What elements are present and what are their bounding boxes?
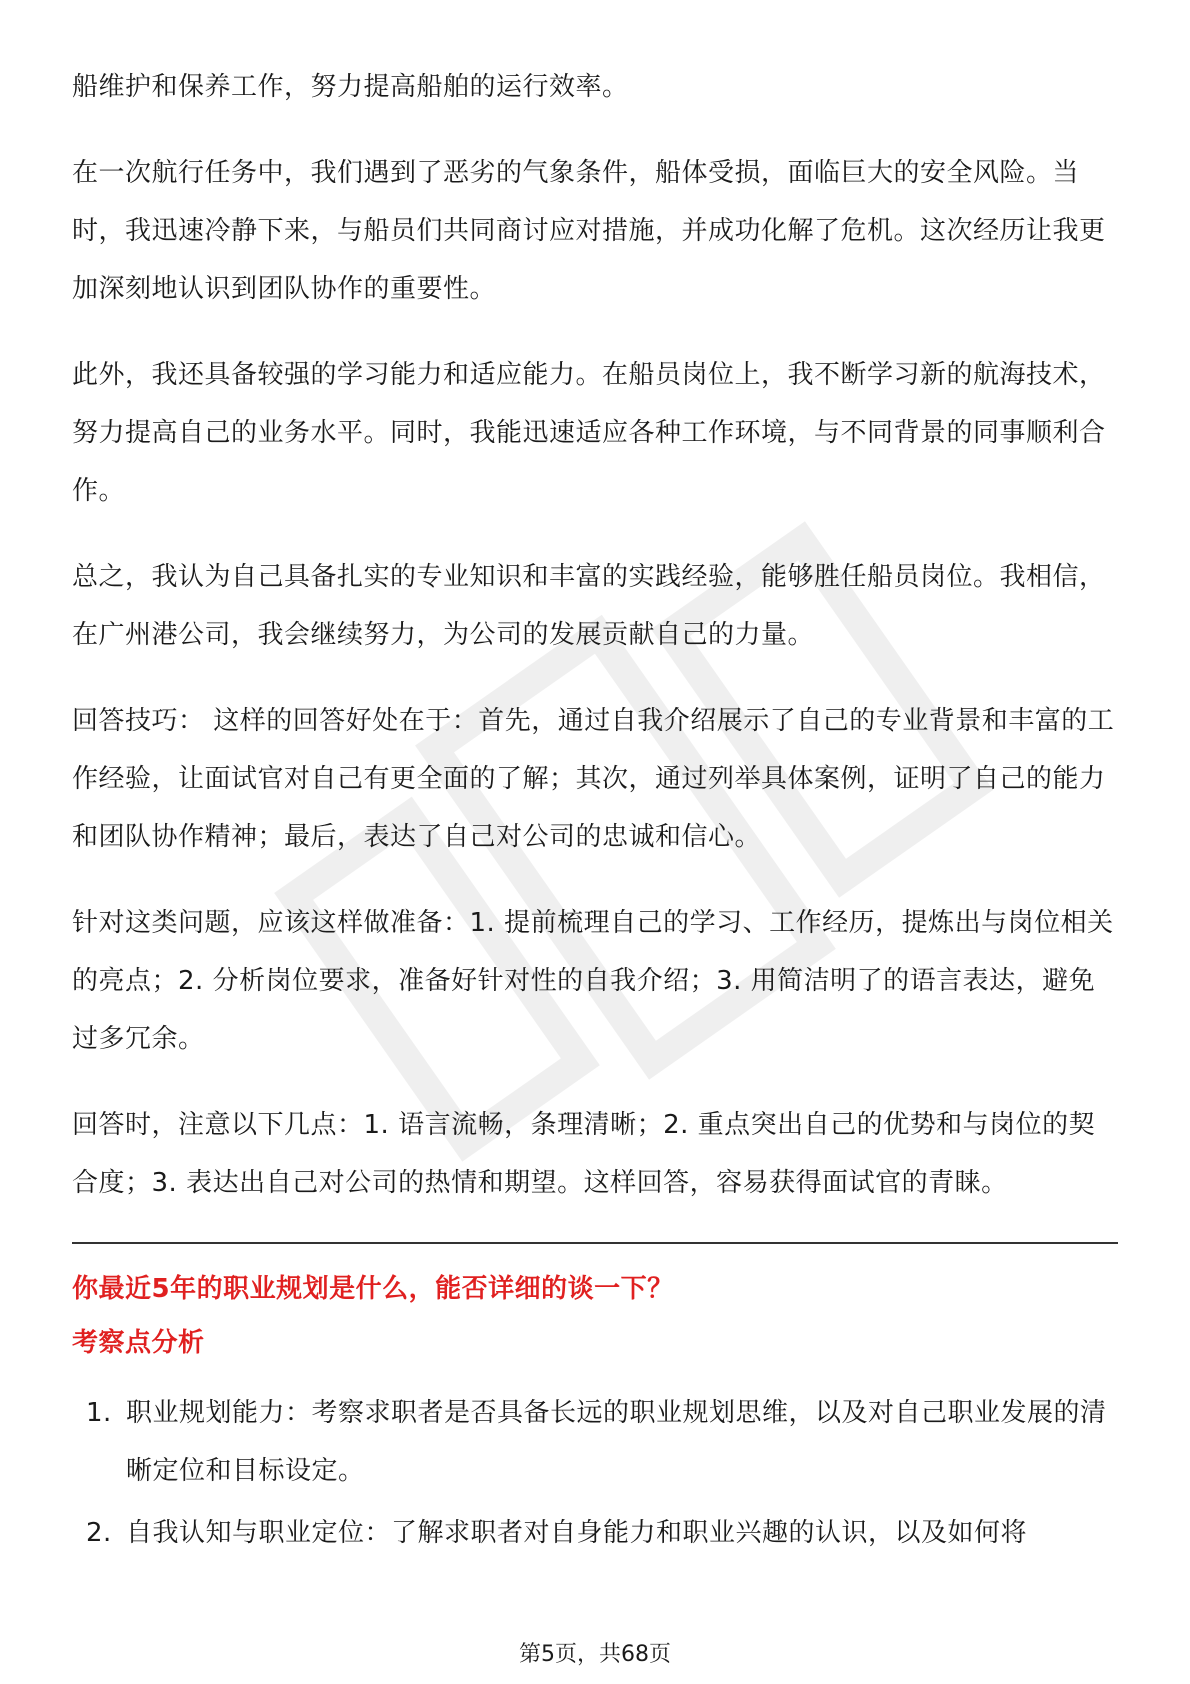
paragraph-voyage-incident: 在一次航行任务中，我们遇到了恶劣的气象条件，船体受损，面临巨大的安全风险。当时，我迅速冷静下来，与船员们共同商讨应对措施，并成功化解了危机。这次经历让我更加深刻地认识到团队协作的重要性。 (72, 158, 1106, 304)
paragraph-continuation: 船维护和保养工作，努力提高船舶的运行效率。 (72, 72, 629, 102)
list-item (72, 1504, 1118, 1562)
main-content (72, 58, 1118, 1566)
list-item (72, 1384, 1118, 1500)
analysis-heading: 考察点分析 (72, 1328, 205, 1358)
page-footer: 第5页，共68页 (0, 1640, 1190, 1670)
paragraph-summary: 总之，我认为自己具备扎实的专业知识和丰富的实践经验，能够胜任船员岗位。我相信，在广州港公司，我会继续努力，为公司的发展贡献自己的力量。 (72, 562, 1106, 650)
section-divider (72, 1242, 1118, 1244)
paragraph-answer-tips: 回答技巧： 这样的回答好处在于：首先，通过自我介绍展示了自己的专业背景和丰富的工作经验，让面试官对自己有更全面的了解；其次，通过列举具体案例，证明了自己的能力和团队协作精神；最后，表达了自己对公司的忠诚和信心。 (72, 706, 1115, 852)
list-item-number: 1. (86, 1398, 112, 1428)
list-item-text: 职业规划能力：考察求职者是否具备长远的职业规划思维，以及对自己职业发展的清晰定位和目标设定。 (126, 1398, 1107, 1486)
paragraph-learning-ability: 此外，我还具备较强的学习能力和适应能力。在船员岗位上，我不断学习新的航海技术，努力提高自己的业务水平。同时，我能迅速适应各种工作环境，与不同背景的同事顺利合作。 (72, 360, 1106, 506)
paragraph-answer-notes: 回答时，注意以下几点：1. 语言流畅，条理清晰；2. 重点突出自己的优势和与岗位的契合度；3. 表达出自己对公司的热情和期望。这样回答，容易获得面试官的青睐。 (72, 1110, 1096, 1198)
interview-question: 你最近5年的职业规划是什么，能否详细的谈一下？ (72, 1274, 674, 1304)
list-item-text: 自我认知与职业定位：了解求职者对自身能力和职业兴趣的认识，以及如何将 (126, 1518, 1028, 1548)
list-item-number: 2. (86, 1518, 112, 1548)
paragraph-preparation: 针对这类问题，应该这样做准备：1. 提前梳理自己的学习、工作经历，提炼出与岗位相关的亮点；2. 分析岗位要求，准备好针对性的自我介绍；3. 用简洁明了的语言表达，避免过多冗余。 (72, 908, 1114, 1054)
analysis-list (72, 1384, 1118, 1562)
